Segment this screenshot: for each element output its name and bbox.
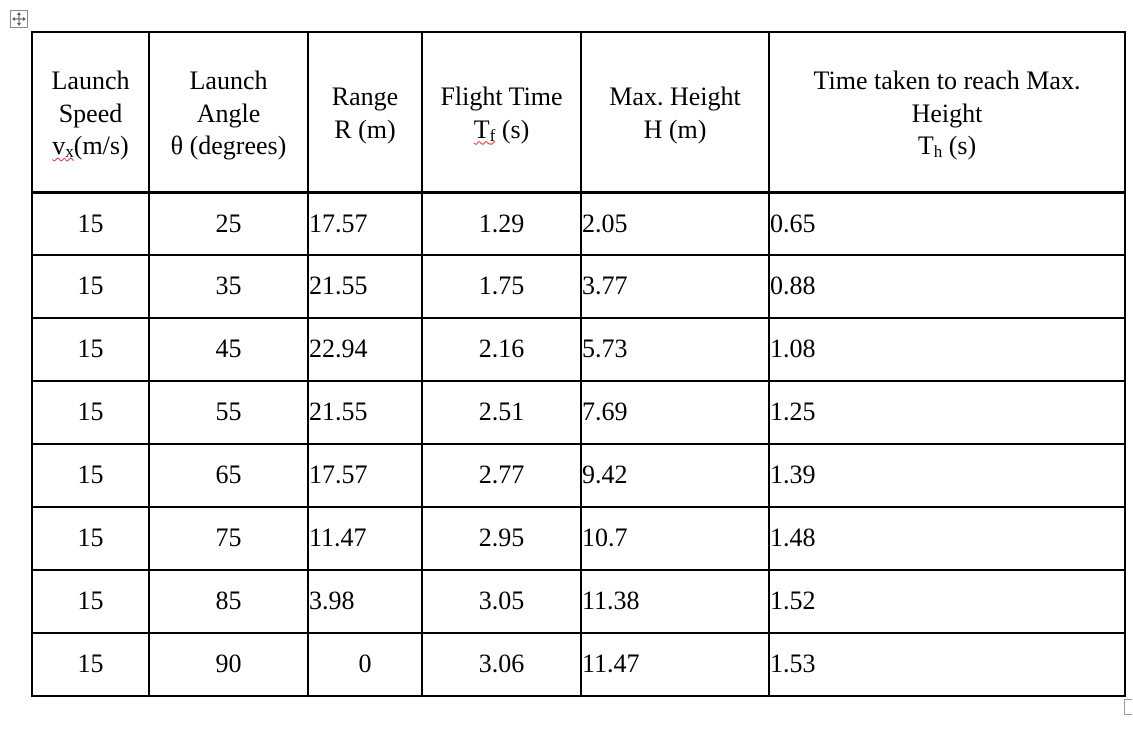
cell-range: 21.55 — [308, 255, 422, 318]
table-resize-handle[interactable] — [1124, 699, 1132, 715]
cell-flight-time: 2.51 — [422, 381, 581, 444]
cell-max-height: 9.42 — [581, 444, 769, 507]
table-row — [32, 633, 1125, 696]
cell-max-height: 2.05 — [581, 192, 769, 255]
cell-max-height: 3.77 — [581, 255, 769, 318]
cell-range: 0 — [308, 633, 422, 696]
header-flight-time: Flight Time Tf (s) — [422, 32, 581, 192]
cell-range: 3.98 — [308, 570, 422, 633]
cell-angle: 90 — [149, 633, 308, 696]
table-row — [32, 507, 1125, 570]
cell-angle: 45 — [149, 318, 308, 381]
spelling-underline: Tf — [473, 114, 496, 145]
cell-angle: 55 — [149, 381, 308, 444]
cell-time-to-max: 1.48 — [769, 507, 1125, 570]
cell-max-height: 5.73 — [581, 318, 769, 381]
cell-flight-time: 2.16 — [422, 318, 581, 381]
cell-angle: 85 — [149, 570, 308, 633]
cell-time-to-max: 1.52 — [769, 570, 1125, 633]
cell-range: 11.47 — [308, 507, 422, 570]
cell-max-height: 10.7 — [581, 507, 769, 570]
move-arrows-icon — [11, 11, 27, 27]
cell-flight-time: 2.77 — [422, 444, 581, 507]
cell-flight-time: 3.05 — [422, 570, 581, 633]
header-time-to-max-height: Time taken to reach Max. Height Th (s) — [769, 32, 1125, 192]
cell-speed: 15 — [32, 633, 149, 696]
cell-max-height: 11.38 — [581, 570, 769, 633]
cell-range: 17.57 — [308, 444, 422, 507]
cell-angle: 35 — [149, 255, 308, 318]
cell-speed: 15 — [32, 192, 149, 255]
cell-angle: 25 — [149, 192, 308, 255]
cell-range: 22.94 — [308, 318, 422, 381]
cell-range: 17.57 — [308, 192, 422, 255]
cell-time-to-max: 1.53 — [769, 633, 1125, 696]
cell-flight-time: 1.29 — [422, 192, 581, 255]
cell-speed: 15 — [32, 318, 149, 381]
table-row — [32, 444, 1125, 507]
results-table — [31, 31, 1126, 697]
cell-time-to-max: 1.08 — [769, 318, 1125, 381]
cell-time-to-max: 0.65 — [769, 192, 1125, 255]
cell-speed: 15 — [32, 507, 149, 570]
table-row — [32, 318, 1125, 381]
cell-max-height: 7.69 — [581, 381, 769, 444]
header-launch-angle: Launch Angle θ (degrees) — [149, 32, 308, 192]
cell-speed: 15 — [32, 255, 149, 318]
cell-flight-time: 1.75 — [422, 255, 581, 318]
cell-flight-time: 2.95 — [422, 507, 581, 570]
table-row — [32, 255, 1125, 318]
header-row — [32, 32, 1125, 192]
header-launch-speed: Launch Speed vx(m/s) — [32, 32, 149, 192]
spelling-underline: vx — [52, 131, 74, 161]
table-move-handle[interactable] — [10, 10, 28, 28]
table-row — [32, 192, 1125, 255]
cell-range: 21.55 — [308, 381, 422, 444]
cell-flight-time: 3.06 — [422, 633, 581, 696]
header-max-height: Max. Height H (m) — [581, 32, 769, 192]
cell-angle: 65 — [149, 444, 308, 507]
cell-speed: 15 — [32, 444, 149, 507]
header-range: Range R (m) — [308, 32, 422, 192]
cell-max-height: 11.47 — [581, 633, 769, 696]
cell-speed: 15 — [32, 381, 149, 444]
cell-time-to-max: 1.25 — [769, 381, 1125, 444]
table-row — [32, 570, 1125, 633]
cell-time-to-max: 0.88 — [769, 255, 1125, 318]
table-row — [32, 381, 1125, 444]
cell-angle: 75 — [149, 507, 308, 570]
cell-time-to-max: 1.39 — [769, 444, 1125, 507]
cell-speed: 15 — [32, 570, 149, 633]
